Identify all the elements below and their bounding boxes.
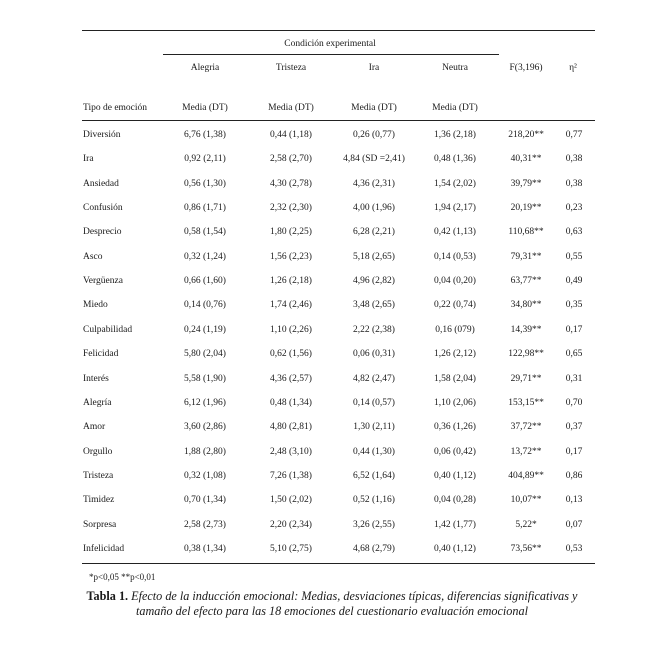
cell-f: 218,20**	[508, 130, 544, 140]
cell-neutra: 1,94 (2,17)	[434, 203, 476, 213]
cell-alegria: 0,86 (1,71)	[184, 203, 226, 213]
cell-tristeza: 2,48 (3,10)	[270, 447, 312, 457]
row-emotion-label: Confusión	[83, 203, 123, 213]
cell-eta: 0,13	[565, 495, 583, 505]
cell-alegria: 0,66 (1,60)	[184, 276, 226, 286]
cell-eta: 0,55	[565, 252, 583, 262]
cell-f: 14,39**	[510, 325, 542, 335]
cell-f: 20,19**	[510, 203, 542, 213]
cell-tristeza: 4,30 (2,78)	[270, 179, 312, 189]
cell-f: 110,68**	[508, 227, 544, 237]
caption-label: Tabla 1.	[86, 589, 129, 603]
cell-neutra: 0,14 (0,53)	[434, 252, 476, 262]
cell-ira: 4,68 (2,79)	[353, 544, 395, 554]
cell-ira: 4,82 (2,47)	[353, 374, 395, 384]
cell-neutra: 0,40 (1,12)	[434, 544, 476, 554]
cell-eta: 0,38	[565, 154, 583, 164]
cell-alegria: 2,58 (2,73)	[184, 520, 226, 530]
cell-alegria: 1,88 (2,80)	[184, 447, 226, 457]
cell-neutra: 1,54 (2,02)	[434, 179, 476, 189]
cell-neutra: 0,04 (0,28)	[434, 495, 476, 505]
subheader-alegria: Media (DT)	[182, 103, 228, 113]
row-emotion-label: Amor	[83, 422, 106, 432]
cell-tristeza: 2,58 (2,70)	[270, 154, 312, 164]
cell-tristeza: 7,26 (1,38)	[270, 471, 312, 481]
cell-tristeza: 1,80 (2,25)	[270, 227, 312, 237]
cell-f: 10,07**	[510, 495, 542, 505]
row-emotion-label: Timidez	[83, 495, 115, 505]
row-emotion-label: Infelicidad	[83, 544, 125, 554]
cell-eta: 0,35	[565, 300, 583, 310]
row-emotion-label: Interés	[83, 374, 109, 384]
cell-eta: 0,70	[565, 398, 583, 408]
table-top-rule	[82, 30, 595, 31]
header-f-statistic: F(3,196)	[509, 63, 543, 73]
cell-neutra: 1,26 (2,12)	[434, 349, 476, 359]
cell-ira: 4,84 (SD =2,41)	[343, 154, 405, 164]
header-condition-ira: Ira	[368, 63, 380, 73]
cell-neutra: 0,22 (0,74)	[434, 300, 476, 310]
cell-neutra: 0,36 (1,26)	[434, 422, 476, 432]
cell-f: 404,89**	[508, 471, 544, 481]
table-bottom-rule	[82, 563, 595, 564]
cell-eta: 0,65	[565, 349, 583, 359]
header-condition-neutra: Neutra	[442, 63, 468, 73]
cell-f: 122,98**	[508, 349, 544, 359]
header-eta-squared: η²	[569, 63, 577, 73]
caption-text: Efecto de la inducción emocional: Medias, desviaciones típicas, diferencias significativas y tamaño del efecto para las 18 emociones del cuestionario evaluación emocional	[131, 589, 578, 618]
row-emotion-label: Felicidad	[83, 349, 119, 359]
cell-alegria: 0,58 (1,54)	[184, 227, 226, 237]
cell-ira: 6,52 (1,64)	[353, 471, 395, 481]
row-emotion-label: Asco	[83, 252, 103, 262]
row-emotion-label: Orgullo	[83, 447, 113, 457]
cell-eta: 0,53	[565, 544, 583, 554]
cell-tristeza: 1,74 (2,46)	[270, 300, 312, 310]
row-emotion-label: Culpabilidad	[83, 325, 133, 335]
cell-tristeza: 4,36 (2,57)	[270, 374, 312, 384]
cell-alegria: 0,70 (1,34)	[184, 495, 226, 505]
cell-tristeza: 2,20 (2,34)	[270, 520, 312, 530]
cell-ira: 6,28 (2,21)	[353, 227, 395, 237]
cell-f: 5,22*	[515, 520, 537, 530]
cell-ira: 1,30 (2,11)	[353, 422, 395, 432]
cell-alegria: 0,14 (0,76)	[184, 300, 226, 310]
row-emotion-label: Ansiedad	[83, 179, 119, 189]
cell-ira: 0,14 (0,57)	[353, 398, 395, 408]
row-emotion-label: Tristeza	[83, 471, 114, 481]
cell-ira: 4,00 (1,96)	[353, 203, 395, 213]
cell-f: 39,79**	[510, 179, 542, 189]
cell-neutra: 0,04 (0,20)	[434, 276, 476, 286]
subheader-tristeza: Media (DT)	[268, 103, 314, 113]
cell-f: 79,31**	[510, 252, 542, 262]
row-emotion-label: Miedo	[83, 300, 108, 310]
subheader-ira: Media (DT)	[351, 103, 397, 113]
row-emotion-label: Vergüenza	[83, 276, 123, 286]
cell-f: 40,31**	[510, 154, 542, 164]
cell-alegria: 0,56 (1,30)	[184, 179, 226, 189]
cell-eta: 0,37	[565, 422, 583, 432]
cell-tristeza: 1,50 (2,02)	[270, 495, 312, 505]
header-bottom-rule	[82, 120, 595, 121]
condition-group-header: Condición experimental	[284, 39, 376, 49]
cell-f: 153,15**	[508, 398, 544, 408]
cell-neutra: 0,40 (1,12)	[434, 471, 476, 481]
cell-neutra: 1,36 (2,18)	[434, 130, 476, 140]
row-emotion-label: Diversión	[83, 130, 121, 140]
cell-f: 13,72**	[510, 447, 542, 457]
row-emotion-label: Sorpresa	[83, 520, 117, 530]
cell-ira: 5,18 (2,65)	[353, 252, 395, 262]
cell-neutra: 1,42 (1,77)	[434, 520, 476, 530]
cell-ira: 4,36 (2,31)	[353, 179, 395, 189]
cell-eta: 0,86	[565, 471, 583, 481]
cell-ira: 0,26 (0,77)	[353, 130, 395, 140]
cell-eta: 0,17	[565, 325, 583, 335]
cell-eta: 0,23	[565, 203, 583, 213]
cell-ira: 0,52 (1,16)	[353, 495, 395, 505]
cell-tristeza: 2,32 (2,30)	[270, 203, 312, 213]
cell-alegria: 5,80 (2,04)	[184, 349, 226, 359]
cell-f: 73,56**	[510, 544, 542, 554]
cell-neutra: 1,58 (2,04)	[434, 374, 476, 384]
row-emotion-label: Ira	[83, 154, 94, 164]
cell-f: 37,72**	[510, 422, 542, 432]
cell-alegria: 0,32 (1,08)	[184, 471, 226, 481]
cell-neutra: 0,48 (1,36)	[434, 154, 476, 164]
cell-ira: 0,06 (0,31)	[353, 349, 395, 359]
cell-eta: 0,38	[565, 179, 583, 189]
cell-neutra: 1,10 (2,06)	[434, 398, 476, 408]
cell-alegria: 5,58 (1,90)	[184, 374, 226, 384]
cell-tristeza: 5,10 (2,75)	[270, 544, 312, 554]
cell-eta: 0,17	[565, 447, 583, 457]
condition-group-rule	[163, 54, 499, 55]
cell-alegria: 6,12 (1,96)	[184, 398, 226, 408]
cell-tristeza: 1,10 (2,26)	[270, 325, 312, 335]
cell-alegria: 3,60 (2,86)	[184, 422, 226, 432]
subheader-neutra: Media (DT)	[432, 103, 478, 113]
cell-ira: 0,44 (1,30)	[353, 447, 395, 457]
cell-alegria: 6,76 (1,38)	[184, 130, 226, 140]
header-condition-tristeza: Tristeza	[275, 63, 307, 73]
row-header-emotion-type: Tipo de emoción	[83, 103, 148, 113]
cell-f: 29,71**	[510, 374, 542, 384]
cell-alegria: 0,24 (1,19)	[184, 325, 226, 335]
cell-alegria: 0,32 (1,24)	[184, 252, 226, 262]
cell-ira: 2,22 (2,38)	[353, 325, 395, 335]
cell-neutra: 0,06 (0,42)	[434, 447, 476, 457]
cell-tristeza: 1,56 (2,23)	[270, 252, 312, 262]
row-emotion-label: Desprecio	[83, 227, 122, 237]
cell-neutra: 0,42 (1,13)	[434, 227, 476, 237]
cell-ira: 4,96 (2,82)	[353, 276, 395, 286]
significance-footnote: *p<0,05 **p<0,01	[89, 572, 156, 582]
row-emotion-label: Alegría	[83, 398, 112, 408]
header-condition-alegria: Alegria	[190, 63, 220, 73]
cell-alegria: 0,92 (2,11)	[184, 154, 226, 164]
cell-eta: 0,31	[565, 374, 583, 384]
cell-alegria: 0,38 (1,34)	[184, 544, 226, 554]
cell-f: 34,80**	[510, 300, 542, 310]
cell-tristeza: 0,62 (1,56)	[270, 349, 312, 359]
cell-tristeza: 0,44 (1,18)	[270, 130, 312, 140]
cell-eta: 0,63	[565, 227, 583, 237]
cell-f: 63,77**	[510, 276, 542, 286]
cell-ira: 3,48 (2,65)	[353, 300, 395, 310]
cell-eta: 0,77	[565, 130, 583, 140]
table-caption	[82, 589, 582, 619]
cell-eta: 0,49	[565, 276, 583, 286]
cell-eta: 0,07	[565, 520, 583, 530]
cell-tristeza: 4,80 (2,81)	[270, 422, 312, 432]
cell-tristeza: 1,26 (2,18)	[270, 276, 312, 286]
cell-ira: 3,26 (2,55)	[353, 520, 395, 530]
cell-neutra: 0,16 (079)	[435, 325, 475, 335]
cell-tristeza: 0,48 (1,34)	[270, 398, 312, 408]
